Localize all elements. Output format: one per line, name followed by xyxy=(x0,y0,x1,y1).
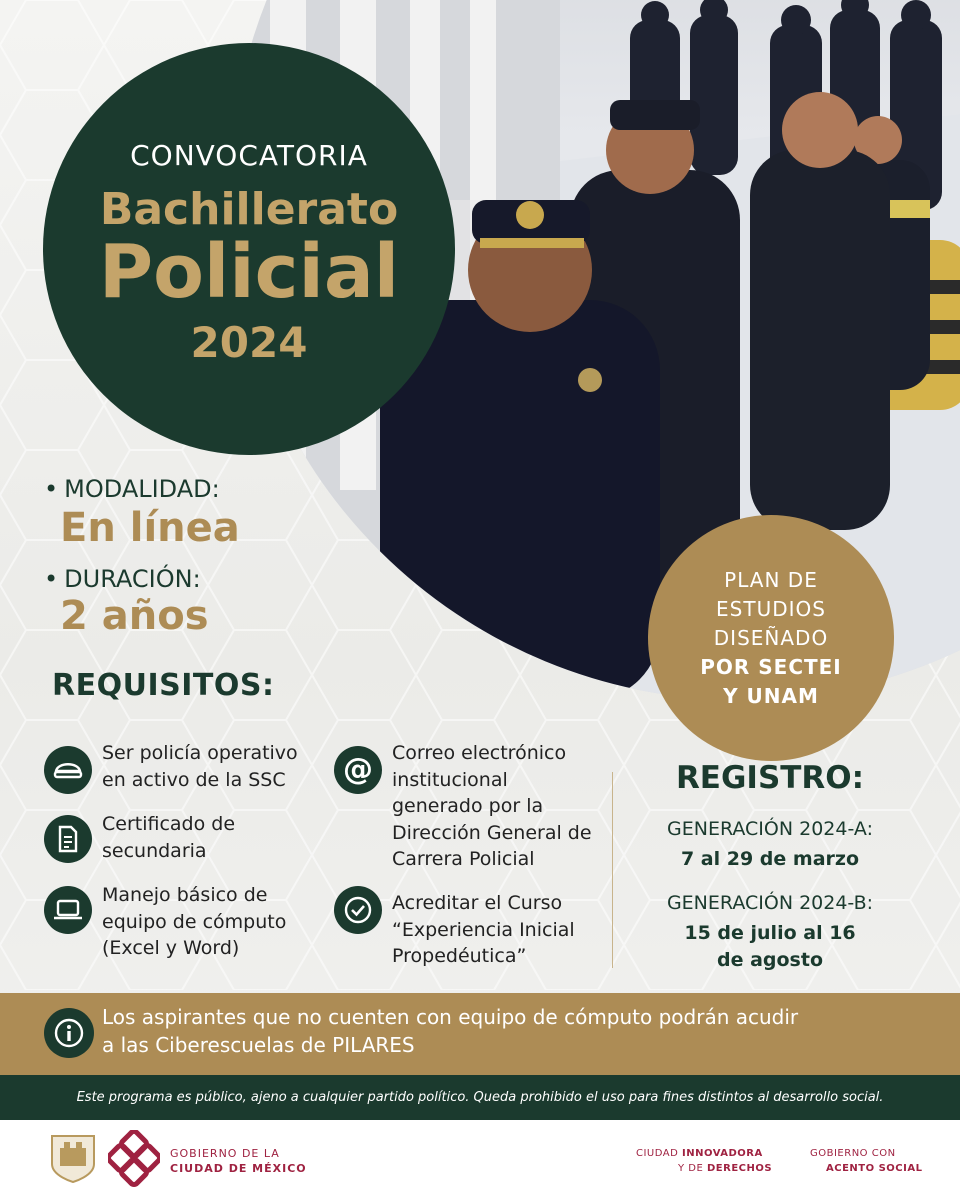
police-cap-icon xyxy=(44,746,92,794)
requirement-line: Carrera Policial xyxy=(392,848,535,871)
plan-line-1: PLAN DE xyxy=(724,567,818,592)
requirement-item xyxy=(334,740,592,873)
requirement-item xyxy=(44,882,286,962)
laptop-icon xyxy=(44,886,92,934)
requirement-line: “Experiencia Inicial xyxy=(392,918,575,941)
requirement-line: Dirección General de xyxy=(392,821,592,844)
requirement-text xyxy=(392,740,592,873)
acento-social-text xyxy=(810,1147,922,1176)
gobierno-line-1: GOBIERNO DE LA xyxy=(170,1147,280,1160)
info-line-1: Los aspirantes que no cuenten con equipo de cómputo podrán acudir xyxy=(102,1005,799,1029)
generation-b-label: GENERACIÓN 2024-B: xyxy=(666,892,874,914)
info-line-2: a las Ciberescuelas de PILARES xyxy=(102,1033,415,1057)
plan-line-2: ESTUDIOS xyxy=(716,596,826,621)
divider xyxy=(612,772,613,968)
ciudad-innovadora-text xyxy=(636,1147,772,1176)
coat-of-arms-logo xyxy=(50,1134,96,1184)
requirement-line: equipo de cómputo xyxy=(102,910,287,933)
generation-a-dates: 7 al 29 de marzo xyxy=(680,848,860,870)
requirement-line: Ser policía operativo xyxy=(102,742,298,764)
requirement-text xyxy=(102,882,286,962)
requirement-item xyxy=(334,890,575,970)
requirement-line: (Excel y Word) xyxy=(102,937,240,960)
requirement-line: generado por la xyxy=(392,795,544,818)
acento-line-1: GOBIERNO CON xyxy=(810,1148,896,1159)
check-circle-icon xyxy=(334,886,382,934)
modalidad-label xyxy=(44,475,220,503)
requirement-line: Acreditar el Curso xyxy=(392,892,563,914)
bullet-icon: • xyxy=(44,475,59,503)
convocatoria-label: CONVOCATORIA xyxy=(130,139,368,173)
duracion-label-text: DURACIÓN: xyxy=(64,565,201,593)
y-de-word: Y DE xyxy=(678,1162,707,1174)
modalidad-label-text: MODALIDAD: xyxy=(64,475,220,503)
title-policial: Policial xyxy=(98,228,400,315)
info-icon xyxy=(44,1008,94,1058)
duracion-label xyxy=(44,565,201,593)
derechos-word: DERECHOS xyxy=(706,1162,773,1174)
title-bachillerato: Bachillerato xyxy=(99,184,399,236)
requirement-line: en activo de la SSC xyxy=(102,768,286,791)
at-sign-icon: @ xyxy=(334,746,382,794)
innovadora-word: INNOVADORA xyxy=(682,1148,763,1159)
disclaimer-band xyxy=(0,1075,960,1120)
generation-b-dates xyxy=(640,920,900,973)
info-band xyxy=(0,993,960,1075)
document-icon xyxy=(44,815,92,863)
plan-line-4: POR SECTEI xyxy=(700,654,842,679)
disclaimer-text: Este programa es público, ajeno a cualquier partido político. Queda prohibido el uso para fines distintos al desarrollo social. xyxy=(76,1090,884,1105)
title-year: 2024 xyxy=(190,317,308,367)
requirement-line: Manejo básico de xyxy=(102,884,268,906)
registro-title: REGISTRO: xyxy=(675,760,865,796)
gobierno-line-2: CIUDAD DE MÉXICO xyxy=(170,1161,307,1175)
ciudad-word: CIUDAD xyxy=(636,1148,682,1159)
requirement-text xyxy=(102,740,298,793)
requisitos-title: REQUISITOS: xyxy=(52,668,275,703)
requirement-line: Certificado de xyxy=(102,813,236,835)
generation-a-label: GENERACIÓN 2024-A: xyxy=(667,818,873,840)
acento-line-2: ACENTO SOCIAL xyxy=(826,1162,923,1174)
duracion-value: 2 años xyxy=(60,593,209,639)
info-text xyxy=(102,1003,922,1059)
plan-estudios-badge xyxy=(648,515,894,761)
cdmx-logo xyxy=(108,1130,160,1188)
plan-line-5: Y UNAM xyxy=(723,683,819,708)
requirement-line: Propedéutica” xyxy=(392,945,527,968)
requirement-line: Correo electrónico xyxy=(392,742,567,764)
requirement-item xyxy=(44,811,235,864)
requirement-text xyxy=(102,811,235,864)
requirement-text xyxy=(392,890,575,970)
requirement-line: institucional xyxy=(392,768,508,791)
generation-b-dates-line2: de agosto xyxy=(716,948,824,971)
modalidad-value: En línea xyxy=(60,505,240,551)
plan-line-3: DISEÑADO xyxy=(713,625,829,650)
requirement-line: secundaria xyxy=(102,839,207,862)
bullet-icon: • xyxy=(44,565,59,593)
gobierno-cdmx-text xyxy=(170,1147,307,1177)
generation-b-dates-line1: 15 de julio al 16 xyxy=(684,922,856,944)
requirement-item xyxy=(44,740,298,794)
title-circle xyxy=(43,43,455,455)
